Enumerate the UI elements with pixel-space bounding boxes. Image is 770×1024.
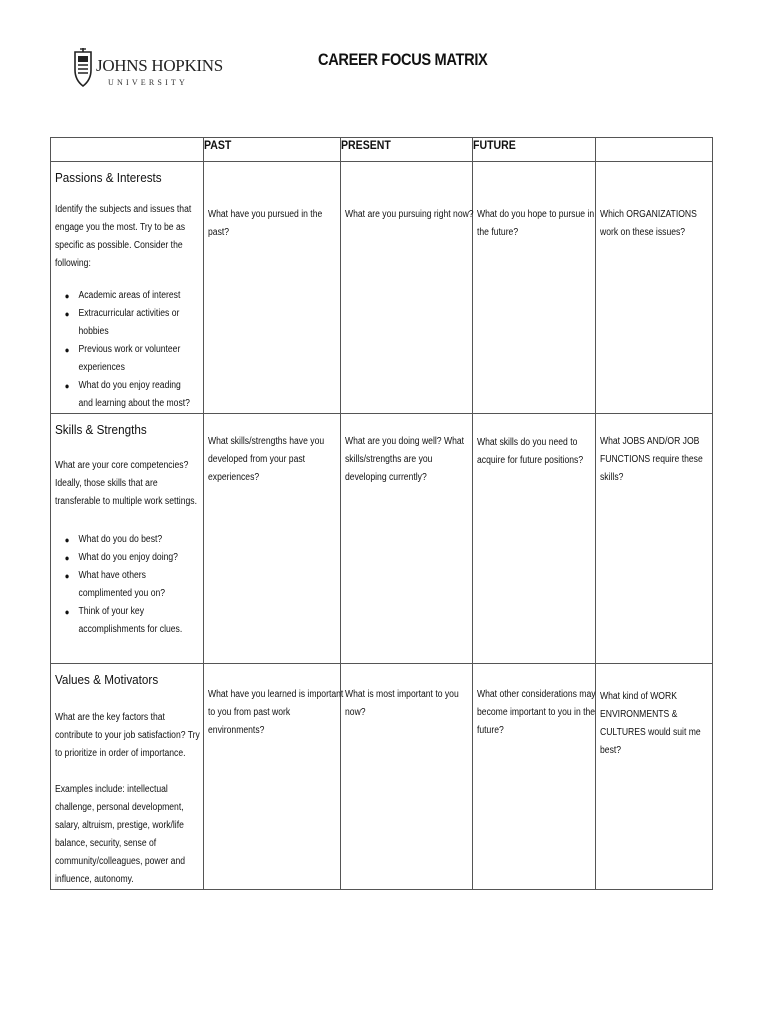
row-examples: Examples include: intellectual challenge, personal development, salary, altruism, prestige, work/life balance, security, sense of community/colleagues, power and influence, autonomy. <box>55 784 186 885</box>
bullet-list <box>51 531 197 639</box>
question-text: What JOBS AND/OR JOB FUNCTIONS require these skills? <box>600 436 703 483</box>
question-cell-extra <box>596 664 713 890</box>
list-item: ● What have others complimented you on? <box>51 567 197 603</box>
question-text: What other considerations may become important to you in the future? <box>477 689 596 736</box>
row-category: Values & Motivators <box>55 672 159 687</box>
question-text: What skills do you need to acquire for future positions? <box>477 437 584 466</box>
column-header-future: FUTURE <box>473 138 596 162</box>
list-item: ● Academic areas of interest <box>51 287 197 305</box>
row-label-cell <box>51 414 204 664</box>
list-item: ● Previous work or volunteer experiences <box>51 341 197 377</box>
question-cell-past <box>204 162 341 414</box>
row-description: What are the key factors that contribute to your job satisfaction? Try to prioritize in order of importance. <box>55 712 200 759</box>
document-title: CAREER FOCUS MATRIX <box>318 50 488 69</box>
row-label-cell <box>51 664 204 890</box>
question-cell-present <box>341 664 473 890</box>
question-cell-extra <box>596 162 713 414</box>
question-cell-past <box>204 664 344 890</box>
bullet-icon: ● <box>64 607 70 617</box>
question-text: What are you doing well? What skills/strengths are you developing currently? <box>345 436 465 483</box>
bullet-list <box>51 287 197 413</box>
question-cell-present <box>341 414 473 664</box>
column-header-past: PAST <box>204 138 341 162</box>
list-item: ● What do you do best? <box>51 531 197 549</box>
question-text: What are you pursuing right now? <box>345 209 474 220</box>
university-logo <box>72 48 223 98</box>
university-seal-icon <box>72 48 94 92</box>
question-cell-extra <box>596 414 713 664</box>
bullet-icon: ● <box>64 345 70 355</box>
list-item: ● Think of your key accomplishments for clues. <box>51 603 197 639</box>
logo-subtitle: UNIVERSITY <box>108 78 188 87</box>
matrix-row-skills <box>51 414 713 664</box>
list-item: ● What do you enjoy doing? <box>51 549 197 567</box>
row-category: Passions & Interests <box>55 170 162 185</box>
column-header-present: PRESENT <box>341 138 473 162</box>
bullet-icon: ● <box>64 553 70 563</box>
column-header-blank <box>596 138 713 162</box>
list-item: ● Extracurricular activities or hobbies <box>51 305 197 341</box>
logo-name: JOHNS HOPKINS <box>96 56 223 75</box>
header-corner-cell <box>51 138 204 162</box>
question-text: Which ORGANIZATIONS work on these issues? <box>600 209 697 238</box>
question-text: What skills/strengths have you developed from your past experiences? <box>208 436 325 483</box>
matrix-row-passions <box>51 162 713 414</box>
career-focus-matrix-table <box>50 137 713 890</box>
question-text: What kind of WORK ENVIRONMENTS & CULTURES would suit me best? <box>600 691 701 756</box>
question-text: What is most important to you now? <box>345 689 459 718</box>
header-row <box>51 138 713 162</box>
question-cell-past <box>204 414 341 664</box>
bullet-icon: ● <box>64 571 70 581</box>
question-text: What have you learned is important to you from past work environments? <box>208 689 344 736</box>
question-cell-future <box>473 414 596 664</box>
question-cell-future <box>473 664 596 890</box>
row-description: What are your core competencies? Ideally, those skills that are transferable to multiple work settings. <box>55 460 197 507</box>
question-cell-present <box>341 162 473 414</box>
question-cell-future <box>473 162 596 414</box>
bullet-icon: ● <box>64 381 70 391</box>
question-text: What have you pursued in the past? <box>208 209 323 238</box>
matrix-row-values <box>51 664 713 890</box>
bullet-icon: ● <box>64 309 70 319</box>
row-category: Skills & Strengths <box>55 422 147 437</box>
list-item: ● What do you enjoy reading and learning about the most? <box>51 377 197 413</box>
question-text: What do you hope to pursue in the future? <box>477 209 595 238</box>
bullet-icon: ● <box>64 291 70 301</box>
row-description: Identify the subjects and issues that engage you the most. Try to be as specific as possible. Consider the following: <box>55 204 192 269</box>
row-label-cell <box>51 162 204 414</box>
bullet-icon: ● <box>64 535 70 545</box>
